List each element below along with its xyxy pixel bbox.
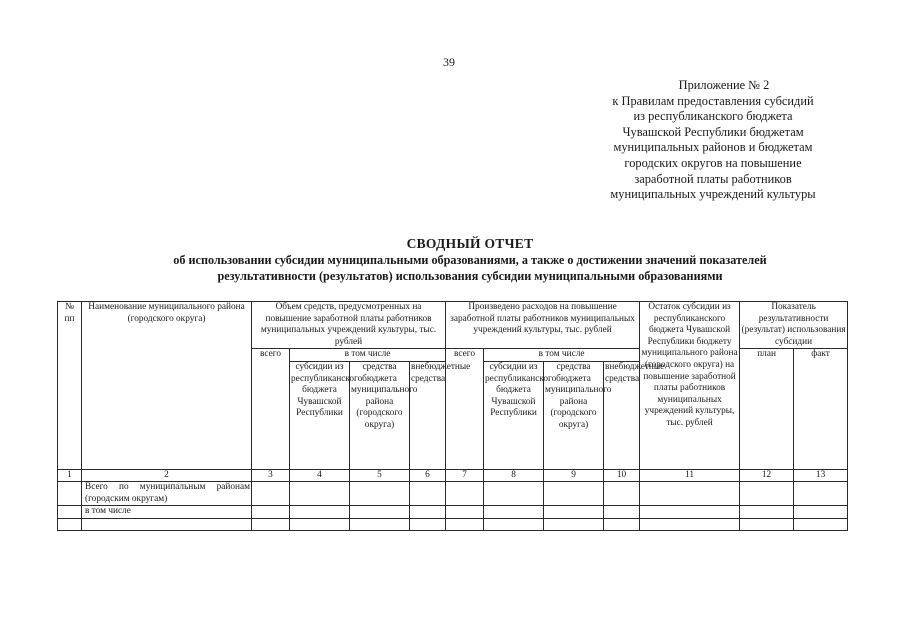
header-volume: Объем средств, предусмотренных на повышение заработной платы работников муниципальных учреждений культуры, тыс. рублей	[252, 302, 446, 349]
appendix-line: городских округов на повышение	[624, 155, 802, 170]
table-cell	[446, 506, 484, 519]
header-total: всего	[252, 349, 290, 470]
report-subtitle-line: результативности (результатов) использования субсидии муниципальными образованиями	[217, 269, 723, 283]
column-number: 12	[740, 469, 794, 481]
table-cell	[410, 481, 446, 505]
table-cell	[544, 481, 604, 505]
column-number: 4	[290, 469, 350, 481]
table-row	[58, 518, 848, 530]
table-cell	[604, 481, 640, 505]
column-number: 10	[604, 469, 640, 481]
table-cell	[544, 518, 604, 530]
header-municipal-funds: средства бюджета муниципального района (городского округа)	[544, 361, 604, 469]
header-indicator: Показатель результативности (результат) использования субсидии	[740, 302, 848, 349]
table-cell	[252, 506, 290, 519]
report-title: СВОДНЫЙ ОТЧЕТ	[406, 236, 534, 251]
header-plan: план	[740, 349, 794, 470]
table-row	[58, 481, 848, 505]
table-cell	[350, 518, 410, 530]
header-sub-republic: субсидии из республиканского бюджета Чувашской Республики	[484, 361, 544, 469]
table-cell	[640, 481, 740, 505]
table-cell	[58, 518, 82, 530]
column-number: 8	[484, 469, 544, 481]
table-cell	[794, 481, 848, 505]
header-fact: факт	[794, 349, 848, 470]
header-spent: Произведено расходов на повышение заработной платы работников муниципальных учреждений культуры, тыс. рублей	[446, 302, 640, 349]
table-cell	[604, 506, 640, 519]
column-number: 13	[794, 469, 848, 481]
row-label: в том числе	[82, 506, 252, 519]
table-cell	[252, 518, 290, 530]
column-number: 1	[58, 469, 82, 481]
table-cell	[290, 481, 350, 505]
header-municipal-funds: средства бюджета муниципального района (городского округа)	[350, 361, 410, 469]
table-cell	[446, 518, 484, 530]
column-number: 6	[410, 469, 446, 481]
appendix-line: Чувашской Республики бюджетам	[622, 124, 804, 139]
appendix-block	[588, 78, 838, 203]
row-label	[82, 518, 252, 530]
table-cell	[640, 518, 740, 530]
header-including: в том числе	[290, 349, 446, 362]
header-extra-budget: внебюджетные средства	[410, 361, 446, 469]
table-cell	[350, 481, 410, 505]
row-label: Всего по муниципальным районам (городским округам)	[82, 481, 252, 505]
table-cell	[410, 518, 446, 530]
table-cell	[794, 506, 848, 519]
column-number: 2	[82, 469, 252, 481]
appendix-line: муниципальных районов и бюджетам	[613, 140, 813, 155]
table-cell	[446, 481, 484, 505]
appendix-line: заработной платы работников	[634, 171, 792, 186]
table-cell	[350, 506, 410, 519]
column-number: 5	[350, 469, 410, 481]
table-cell	[252, 481, 290, 505]
appendix-line: к Правилам предоставления субсидий	[612, 93, 814, 108]
table-cell	[740, 518, 794, 530]
header-including: в том числе	[484, 349, 640, 362]
table-cell	[290, 506, 350, 519]
table-cell	[410, 506, 446, 519]
column-number: 11	[640, 469, 740, 481]
table-cell	[740, 506, 794, 519]
header-sub-republic: субсидии из республиканского бюджета Чувашской Республики	[290, 361, 350, 469]
table-cell	[544, 506, 604, 519]
header-remainder: Остаток субсидии из республиканского бюджета Чувашской Республики бюджету муниципального района (городского округа) на повышение заработной платы работников муниципальных учреждений культуры, тыс. рублей	[640, 302, 740, 470]
header-name: Наименование муниципального района (городского округа)	[82, 302, 252, 470]
table-cell	[740, 481, 794, 505]
report-table	[57, 301, 848, 531]
table-cell	[484, 506, 544, 519]
page-number: 39	[443, 55, 455, 69]
appendix-title: Приложение № 2	[678, 78, 770, 92]
table-cell	[604, 518, 640, 530]
header-num: № пп	[58, 302, 82, 470]
column-number: 7	[446, 469, 484, 481]
column-number: 9	[544, 469, 604, 481]
table-row	[58, 506, 848, 519]
header-extra-budget: внебюджетные средства	[604, 361, 640, 469]
table-cell	[794, 518, 848, 530]
table-cell	[58, 481, 82, 505]
header-total: всего	[446, 349, 484, 470]
report-heading	[60, 236, 880, 284]
table-cell	[640, 506, 740, 519]
table-cell	[58, 506, 82, 519]
table-cell	[484, 481, 544, 505]
table-cell	[484, 518, 544, 530]
table-cell	[290, 518, 350, 530]
report-subtitle-line: об использовании субсидии муниципальными образованиями, а также о достижении значений показателей	[173, 253, 767, 267]
column-number: 3	[252, 469, 290, 481]
appendix-line: муниципальных учреждений культуры	[610, 187, 816, 202]
appendix-line: из республиканского бюджета	[633, 109, 793, 124]
